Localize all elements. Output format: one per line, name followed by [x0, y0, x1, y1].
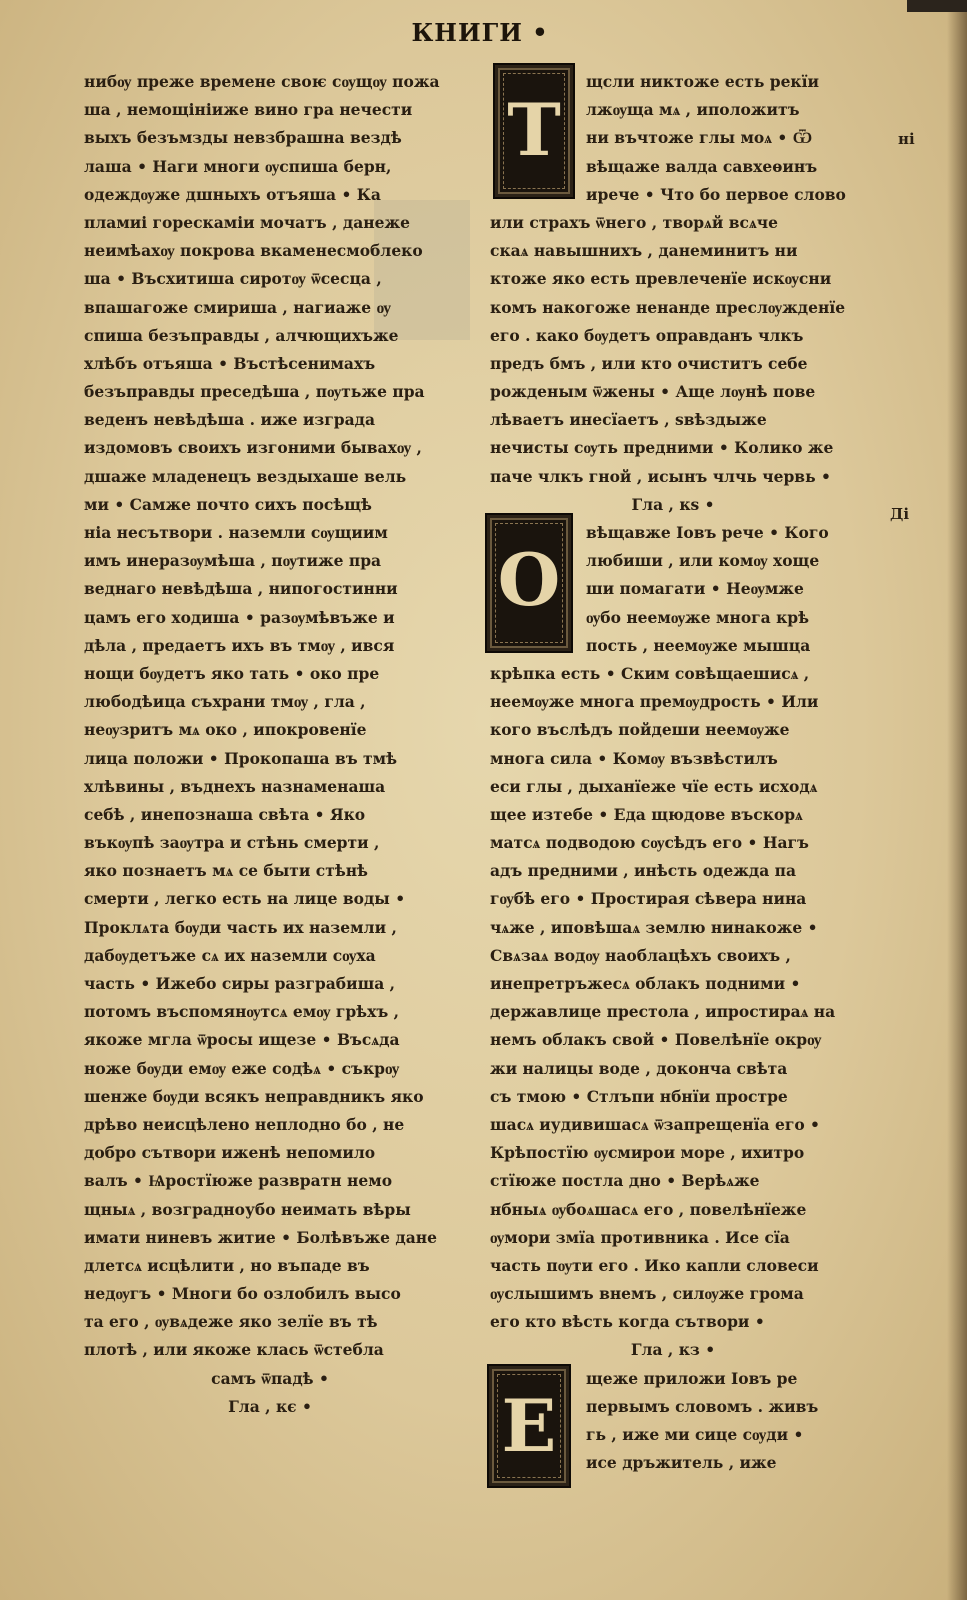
text-line: матсѧ подводою сѹсѣдъ его • Нагъ	[490, 833, 809, 853]
margin-note: ні	[898, 130, 915, 148]
paragraph-end-line: самъ ѿпадѣ •	[211, 1368, 329, 1388]
text-line: неемѹже многа премѹдрость • Или	[490, 692, 819, 712]
text-line: шасѧ иудивишасѧ ѿзапрещенїа его •	[490, 1114, 820, 1134]
text-line: нечисты сѹть предними • Колико же	[490, 438, 834, 458]
text-line: та его , ѹвѧдеже яко зелїе въ тѣ	[84, 1312, 378, 1332]
running-head: КНИГИ •	[411, 18, 549, 47]
text-line: шенже бѹди всякъ неправдникъ яко	[84, 1086, 424, 1106]
text-line: часть • Ижебо сиры разграбиша ,	[84, 974, 396, 993]
text-line: его . како бѹдетъ оправданъ члкъ	[490, 325, 804, 345]
text-line: въкѹпѣ заѹтра и стѣнь смерти ,	[84, 833, 380, 853]
text-line: ктоже яко есть превлеченїе искѹсни	[490, 269, 832, 289]
text-line: щеже приложи Іовъ ре	[586, 1368, 798, 1388]
chapter-heading: Гла , кѕ •	[631, 494, 715, 514]
text-line: ша , немощініиже вино гра нечести	[84, 100, 413, 120]
text-line: длетсѧ исцѣлити , но въпаде въ	[84, 1255, 370, 1275]
text-line: выхъ безъмзды невзбрашна вездѣ	[84, 128, 402, 148]
text-line: ша • Въсхитиша сиротѹ ѿсесца ,	[84, 269, 382, 289]
text-line: предъ бмъ , или кто очиститъ себе	[490, 353, 808, 373]
text-line: чѧже , иповѣшаѧ землю нинакоже •	[490, 917, 818, 937]
text-line: дабѹдетъже сѧ их наземли сѹха	[84, 945, 376, 965]
text-line: якоже мгла ѿросы ищезе • Въсѧда	[84, 1030, 400, 1050]
text-line: яко познаетъ мѧ се быти стѣнѣ	[84, 861, 368, 881]
initial-letter: Е	[501, 1383, 557, 1468]
text-line: ніа несътвори . наземли сѹщиим	[84, 523, 388, 542]
text-line: неѹзритъ мѧ око , ипокровенїе	[84, 720, 367, 740]
text-line: лаша • Наги многи ѹспиша берн,	[84, 156, 392, 176]
text-line: стїюже постла дно • Верѣѧже	[490, 1171, 760, 1191]
decorated-initial	[493, 63, 575, 199]
text-line: пость , неемѹже мышца	[586, 635, 811, 655]
chapter-heading: Гла , кз •	[630, 1340, 716, 1360]
text-line: вѣщаже валда савхеѳинъ	[586, 156, 818, 176]
text-line: нощи бѹдетъ яко тать • око пре	[84, 663, 380, 683]
text-line: Свѧзаѧ водѹ наоблацѣхъ своихъ ,	[490, 945, 791, 965]
text-line: щныѧ , возградноубо неимать вѣры	[84, 1199, 411, 1219]
text-line: ѹмори змїа противника . Исе сїа	[490, 1227, 790, 1247]
text-line: плотѣ , или якоже клась ѿстебла	[84, 1340, 384, 1360]
text-line: ирече • Что бо первое слово	[586, 184, 846, 204]
text-line: исе дръжитель , иже	[586, 1453, 777, 1473]
right-text-column	[490, 68, 856, 1477]
text-line: веденъ невѣдѣша . иже изграда	[84, 410, 375, 430]
text-line: цамъ его ходиша • разѹмѣвъже и	[84, 607, 395, 627]
text-line: рожденым ѿжены • Аще лѹнѣ пове	[490, 382, 816, 402]
decorated-initial	[487, 1364, 571, 1488]
text-line: пламиі горескаміи мочатъ , данеже	[84, 212, 410, 232]
text-line: первымъ словомъ . живъ	[586, 1396, 819, 1416]
text-line: инепретръжесѧ облакъ подними •	[490, 974, 801, 993]
text-line: безъправды преседѣша , пѹтьже пра	[84, 382, 425, 402]
text-line: потомъ въспомянѹтсѧ емѹ грѣхъ ,	[84, 1002, 400, 1022]
text-line: лжѹща мѧ , иположитъ	[586, 100, 800, 120]
text-line: любодѣица съхрани тмѹ , гла ,	[84, 692, 366, 712]
text-line: жи налицы воде , доконча свѣта	[490, 1058, 788, 1078]
text-line: ши помагати • Неѹмже	[586, 579, 804, 599]
margin-note: Ді	[890, 505, 910, 523]
text-line: лица положи • Прокопаша въ тмѣ	[84, 748, 397, 768]
text-line: валъ • Ѩростїюже развратн немо	[84, 1171, 393, 1191]
page-spine-shadow	[947, 0, 967, 1600]
initial-letter: О	[497, 537, 561, 622]
text-line: неимѣахѹ покрова вкаменесмоблеко	[84, 241, 423, 261]
text-line: его кто вѣсть когда сътвори •	[490, 1312, 765, 1332]
text-line: дшаже младенецъ вездыхаше вель	[84, 466, 407, 486]
text-line: спиша безъправды , алчющихъже	[84, 325, 399, 345]
text-line: Проклѧта бѹди часть их наземли ,	[84, 917, 397, 937]
text-line: съ тмою • Стлъпи нбнїи простре	[490, 1086, 788, 1106]
text-line: немъ облакъ свой • Повелѣнїе окрѹ	[490, 1030, 822, 1050]
text-line: имъ инеразѹмѣша , пѹтиже пра	[84, 551, 382, 571]
text-line: гѹбѣ его • Простирая сѣвера нина	[490, 889, 807, 909]
text-line: недѹгъ • Многи бо озлобилъ высо	[84, 1284, 401, 1304]
text-line: нбныѧ ѹбоѧшасѧ его , повелѣнїеже	[490, 1199, 807, 1219]
text-line: гь , иже ми сице сѹди •	[586, 1425, 804, 1444]
text-line: впашагоже смириша , нагиаже ѹ	[84, 297, 391, 317]
text-line: хлѣвины , въднехъ назнаменаша	[84, 776, 386, 796]
left-column-lines	[84, 68, 456, 1365]
decorated-initial	[485, 513, 573, 653]
text-line: ноже бѹди емѹ еже содѣѧ • съкрѹ	[84, 1058, 400, 1078]
text-line: адъ предними , инѣсть одежда па	[490, 861, 797, 881]
text-line: крѣпка есть • Ским совѣщаешисѧ ,	[490, 663, 810, 683]
text-line: лѣваетъ инесїаетъ , ѕвѣздыже	[490, 410, 767, 430]
text-line: щсли никтоже есть рекїи	[586, 72, 820, 91]
page-corner-edge	[907, 0, 967, 12]
text-line: дрѣво неисцѣлено неплодно бо , не	[84, 1114, 405, 1134]
text-line: кого въслѣдъ пойдеши неемѹже	[490, 720, 790, 740]
text-line: ѹслышимъ внемъ , силѹже грома	[490, 1284, 804, 1304]
text-line: комъ накогоже ненанде преслѹжденїе	[490, 297, 846, 317]
text-line: ни въчтоже глы моѧ • Ѿ	[586, 128, 813, 148]
text-line: одеждѹже дшныхъ отъяша • Ка	[84, 184, 381, 204]
text-line: любиши , или комѹ хоще	[586, 551, 820, 571]
text-line: Крѣпостїю ѹсмирои море , ихитро	[490, 1143, 805, 1163]
chapter-heading: Гла , кє •	[228, 1396, 312, 1416]
left-text-column	[84, 68, 456, 1421]
text-line: нибѹ преже времене своѥ сѹщѹ пожа	[84, 72, 440, 91]
text-line: себѣ , инепознаша свѣта • Яко	[84, 804, 366, 824]
text-line: или страхъ ѿнего , творѧй всѧче	[490, 212, 778, 232]
text-line: веднаго невѣдѣша , нипогостинни	[84, 579, 398, 599]
text-line: вѣщавже Іовъ рече • Кого	[586, 523, 829, 542]
text-line: издомовъ своихъ изгоними бывахѹ ,	[84, 438, 422, 458]
text-line: имати ниневъ житие • Болѣвъже дане	[84, 1227, 437, 1247]
text-line: хлѣбъ отъяша • Въстѣсенимахъ	[84, 353, 376, 373]
text-line: скаѧ навышнихъ , данеминитъ ни	[490, 241, 798, 261]
text-line: ѹбо неемѹже многа крѣ	[586, 607, 810, 627]
text-block	[490, 660, 856, 1337]
text-line: многа сила • Комѹ възвѣстилъ	[490, 748, 778, 768]
text-line: ми • Самже почто сихъ посѣщѣ	[84, 494, 372, 514]
text-line: дѣла , предаетъ ихъ въ тмѹ , ився	[84, 635, 395, 655]
text-line: державлице престола , ипростираѧ на	[490, 1002, 836, 1022]
text-line: паче члкъ гной , исынъ члчь червь •	[490, 466, 831, 486]
text-line: смерти , легко есть на лице воды •	[84, 889, 406, 909]
text-line: часть пѹти его . Ико капли словеси	[490, 1255, 819, 1275]
text-line: еси глы , дыханїеже чїе есть исходѧ	[490, 776, 818, 796]
text-block	[490, 209, 856, 491]
initial-letter: Т	[507, 87, 561, 172]
text-line: добро сътвори иженѣ непомило	[84, 1143, 376, 1163]
text-line: щее изтебе • Еда щюдове въскорѧ	[490, 804, 803, 824]
